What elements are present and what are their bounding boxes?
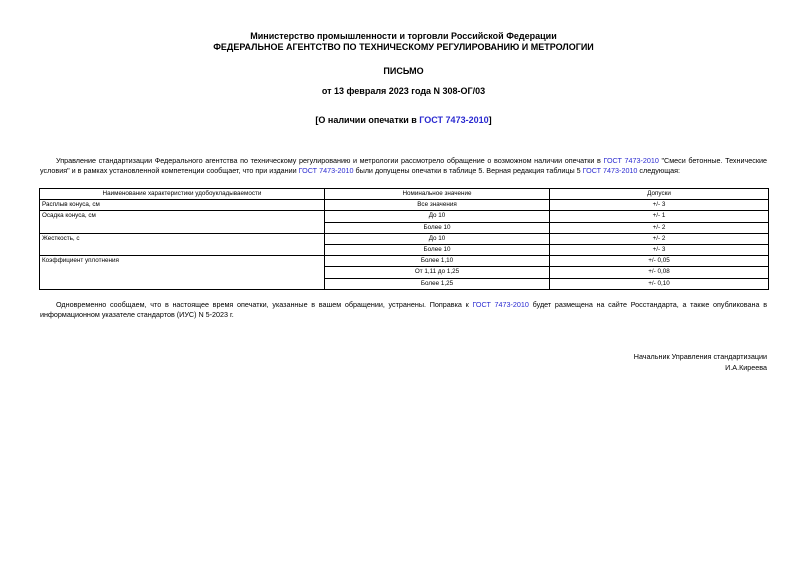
intro-gost-link-3[interactable]: ГОСТ 7473-2010 [582,166,638,175]
cell-tolerance: +/- 2 [550,222,769,233]
cell-nominal-value: Более 1,25 [325,278,550,289]
intro-gost-link-1[interactable]: ГОСТ 7473-2010 [603,156,659,165]
cell-nominal-value: Более 10 [325,222,550,233]
intro-paragraph [40,156,767,176]
tolerance-table [39,188,769,290]
header-tolerance: Допуски [550,189,769,200]
table-row [40,211,769,222]
intro-gost-link-2[interactable]: ГОСТ 7473-2010 [298,166,354,175]
document-date-number: от 13 февраля 2023 года N 308-ОГ/03 [321,86,486,96]
cell-characteristic: Жесткость, с [40,233,325,255]
cell-characteristic: Осадка конуса, см [40,211,325,233]
cell-tolerance: +/- 3 [550,244,769,255]
cell-tolerance: +/- 0,10 [550,278,769,289]
closing-text-2: будет размещена на сайте Росстандарта, а также опубликована в информационном указателе стандартов (ИУС) N 5-2023 г. [40,300,768,319]
document-type: ПИСЬМО [383,66,424,76]
closing-paragraph [40,300,767,320]
cell-tolerance: +/- 3 [550,200,769,211]
cell-nominal-value: До 10 [325,233,550,244]
cell-characteristic: Расплыв конуса, см [40,200,325,211]
cell-nominal-value: Более 1,10 [325,256,550,267]
table-header-row [40,189,769,200]
cell-tolerance: +/- 2 [550,233,769,244]
closing-gost-link[interactable]: ГОСТ 7473-2010 [472,300,529,309]
table-row [40,256,769,267]
intro-text-3: были допущены опечатки в таблице 5. Верная редакция таблицы 5 [353,166,583,175]
header-characteristic: Наименование характеристики удобоукладываемости [40,189,325,200]
agency-title: ФЕДЕРАЛЬНОЕ АГЕНТСТВО ПО ТЕХНИЧЕСКОМУ РЕГУЛИРОВАНИЮ И МЕТРОЛОГИИ [213,42,594,52]
intro-text-4: следующая: [637,166,681,175]
cell-nominal-value: От 1,11 до 1,25 [325,267,550,278]
subject-gost-link[interactable]: ГОСТ 7473-2010 [419,115,489,125]
cell-nominal-value: Более 10 [325,244,550,255]
ministry-title: Министерство промышленности и торговли Российской Федерации [250,31,557,41]
cell-characteristic: Коэффициент уплотнения [40,256,325,290]
header-nominal-value: Номинальное значение [325,189,550,200]
signature-position: Начальник Управления стандартизации [633,352,767,361]
table-row [40,233,769,244]
intro-text-2: "Смеси бетонные. Технические условия" и в рамках установленной компетенции сообщает, что при издании [40,156,768,175]
cell-nominal-value: Все значения [325,200,550,211]
cell-nominal-value: До 10 [325,211,550,222]
cell-tolerance: +/- 0,05 [550,256,769,267]
subject-prefix: [О наличии опечатки в [315,115,420,125]
closing-text-1: Одновременно сообщаем, что в настоящее время опечатки, указанные в вашем обращении, устранены. Поправка к [56,300,473,309]
table-row [40,200,769,211]
signature-name: И.А.Киреева [725,363,767,372]
cell-tolerance: +/- 1 [550,211,769,222]
subject-suffix: ] [488,115,492,125]
intro-text-1: Управление стандартизации Федерального агентства по техническому регулированию и метрологии рассмотрело обращение о возможном наличии опечатки в [56,156,604,165]
document-subject [0,115,807,126]
cell-tolerance: +/- 0,08 [550,267,769,278]
